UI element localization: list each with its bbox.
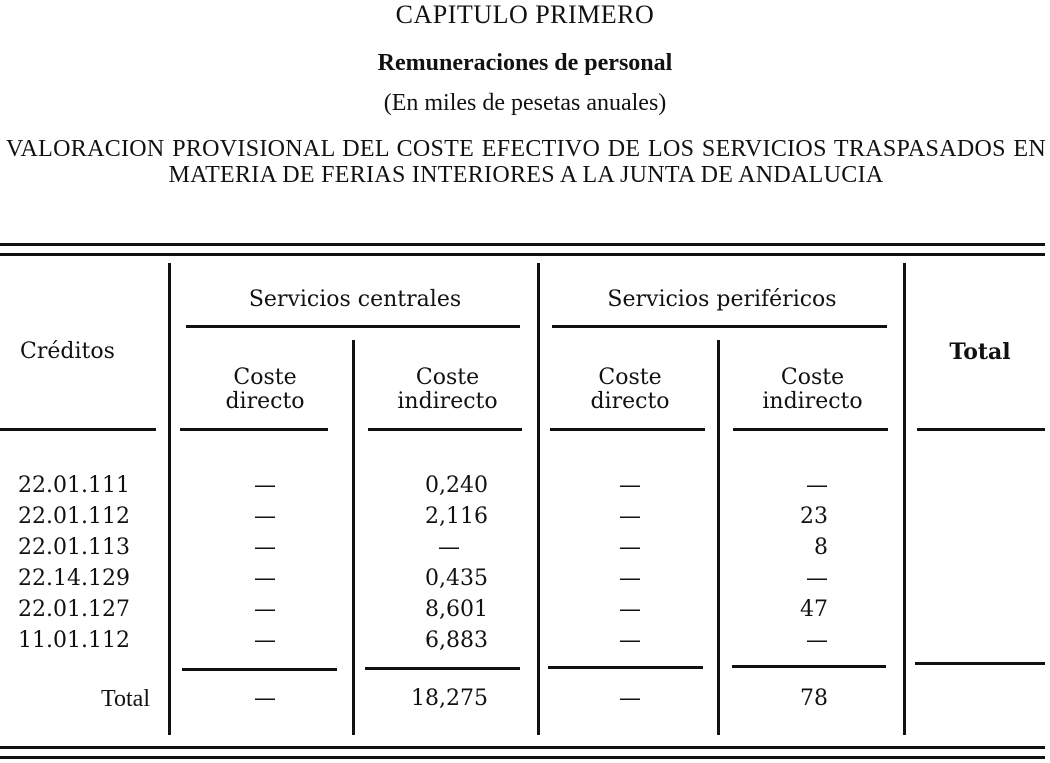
sc-indirecto-value: 8,601 <box>425 597 488 622</box>
sc-directo-value: — <box>254 628 276 653</box>
sum-rule-total <box>915 662 1045 665</box>
header-servicios-perifericos: Servicios periféricos <box>607 287 837 312</box>
rule-total-header <box>917 428 1045 431</box>
sc-indirecto-value: 6,883 <box>425 628 488 653</box>
totals-sc-indirecto: 18,275 <box>411 686 488 711</box>
totals-sp-directo: — <box>619 686 641 711</box>
sc-indirecto-value: 0,435 <box>425 566 488 591</box>
top-rule-2 <box>0 253 1045 256</box>
bottom-rule-2 <box>0 756 1045 759</box>
sp-indirecto-value: 23 <box>800 504 828 529</box>
credito-code: 22.01.113 <box>18 535 130 560</box>
vrule-sc-sub <box>352 340 355 735</box>
sp-indirecto-value: 47 <box>800 597 828 622</box>
sc-directo-value: — <box>254 535 276 560</box>
sp-directo-value: — <box>619 597 641 622</box>
rule-perifericos <box>552 325 887 328</box>
header-sc-directo <box>180 366 350 414</box>
section-subtitle: Remuneraciones de personal <box>377 50 673 76</box>
sum-rule-sc-directo <box>182 668 337 671</box>
top-rule-1 <box>0 243 1045 246</box>
credito-code: 22.01.127 <box>18 597 130 622</box>
header-total: Total <box>949 339 1011 365</box>
sp-indirecto-value: — <box>806 566 828 591</box>
header-sp-indirecto <box>725 366 900 414</box>
credito-code: 11.01.112 <box>18 628 130 653</box>
header-sc-directo-line2: directo <box>225 389 305 414</box>
rule-sc-indirecto-header <box>368 428 522 431</box>
table-title: VALORACION PROVISIONAL DEL COSTE EFECTIVO DE LOS SERVICIOS TRASPASADOS EN MATERIA DE FERIAS INTERIORES A LA JUNTA DE ANDALUCIA <box>6 136 1046 188</box>
sp-directo-value: — <box>619 535 641 560</box>
sum-rule-sc-indirecto <box>365 667 520 670</box>
header-sp-directo-line1: Coste <box>598 365 662 390</box>
header-sp-directo <box>545 366 715 414</box>
header-sp-indirecto-line1: Coste <box>780 365 845 390</box>
credito-code: 22.01.112 <box>18 504 130 529</box>
sc-indirecto-value: 2,116 <box>425 504 488 529</box>
sc-directo-value: — <box>254 597 276 622</box>
sc-indirecto-value: — <box>438 535 460 560</box>
rule-creditos-header <box>0 428 156 431</box>
header-sc-indirecto <box>360 366 535 414</box>
credito-code: 22.01.111 <box>18 473 130 498</box>
sp-directo-value: — <box>619 473 641 498</box>
vrule-centrales <box>537 263 540 735</box>
sp-directo-value: — <box>619 628 641 653</box>
sc-directo-value: — <box>254 473 276 498</box>
sum-rule-sp-indirecto <box>732 665 886 668</box>
header-sp-indirecto-line2: indirecto <box>762 389 863 414</box>
header-creditos: Créditos <box>20 339 115 364</box>
totals-sc-directo: — <box>254 686 276 711</box>
header-servicios-centrales: Servicios centrales <box>248 287 462 312</box>
vrule-perifericos <box>903 263 906 735</box>
rule-centrales <box>186 325 520 328</box>
sc-indirecto-value: 0,240 <box>425 473 488 498</box>
sc-directo-value: — <box>254 504 276 529</box>
rule-sc-directo-header <box>180 428 328 431</box>
sp-directo-value: — <box>619 566 641 591</box>
rule-sp-directo-header <box>550 428 705 431</box>
credito-code: 22.14.129 <box>18 566 130 591</box>
sum-rule-sp-directo <box>548 666 703 669</box>
sp-directo-value: — <box>619 504 641 529</box>
units-note: (En miles de pesetas anuales) <box>383 90 667 116</box>
header-sp-directo-line2: directo <box>590 389 670 414</box>
vrule-creditos <box>168 263 171 735</box>
sp-indirecto-value: — <box>806 473 828 498</box>
sc-directo-value: — <box>254 566 276 591</box>
totals-label: Total <box>101 686 150 712</box>
sp-indirecto-value: — <box>806 628 828 653</box>
chapter-heading: CAPITULO PRIMERO <box>395 0 655 29</box>
vrule-sp-sub <box>717 340 720 735</box>
header-sc-indirecto-line2: indirecto <box>397 389 498 414</box>
header-sc-indirecto-line1: Coste <box>415 365 480 390</box>
rule-sp-indirecto-header <box>733 428 888 431</box>
totals-sp-indirecto: 78 <box>800 686 828 711</box>
header-sc-directo-line1: Coste <box>233 365 297 390</box>
sp-indirecto-value: 8 <box>814 535 828 560</box>
bottom-rule-1 <box>0 746 1045 749</box>
